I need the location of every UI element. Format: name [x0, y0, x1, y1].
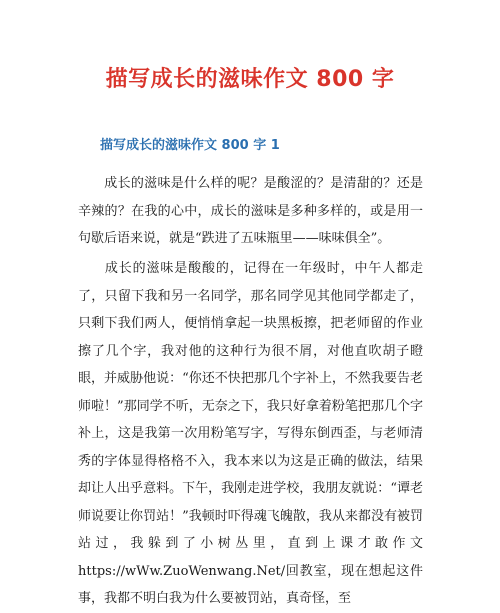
document-title: 描写成长的滋味作文 800 字: [105, 67, 395, 92]
section-heading: 描写成长的滋味作文 800 字 1: [100, 138, 280, 153]
paragraph-1: [78, 170, 423, 253]
paragraph-2-text: 成长的滋味是酸酸的，记得在一年级时，中午人都走了，只留下我和另一名同学，那名同学见其他同学都走了，只剩下我们两人，便悄悄拿起一块黑板擦，把老师留的作业擦了几个字，我对他的这种行为很不屑，对他直吹胡子瞪眼，并威胁他说：“你还不快把那几个字补上，不然我要告老师啦！”那同学不听，无奈之下，我只好拿着粉笔把那几个字补上，这是我第一次用粉笔写字，写得东倒西歪，与老师清秀的字体显得格格不入，我本来以为这是正确的做法，结果却让人出乎意料。下午，我刚走进学校，我朋友就说：“谭老师说要让你罚站！”我顿时吓得魂飞魄散，我从来都没有被罚站过，我躲到了小树丛里，直到上课才敢作文 https://wWw.ZuoWenwang.Net/回教室，现在想起这件事，我都不明白我为什么要被罚站，真奇怪，至: [78, 261, 423, 606]
paragraph-1-text: 成长的滋味是什么样的呢？是酸涩的？是清甜的？还是辛辣的？在我的心中，成长的滋味是多种多样的，或是用一句歇后语来说，就是“跌进了五味瓶里——味味俱全”。: [78, 176, 423, 246]
paragraph-2: [78, 255, 423, 613]
